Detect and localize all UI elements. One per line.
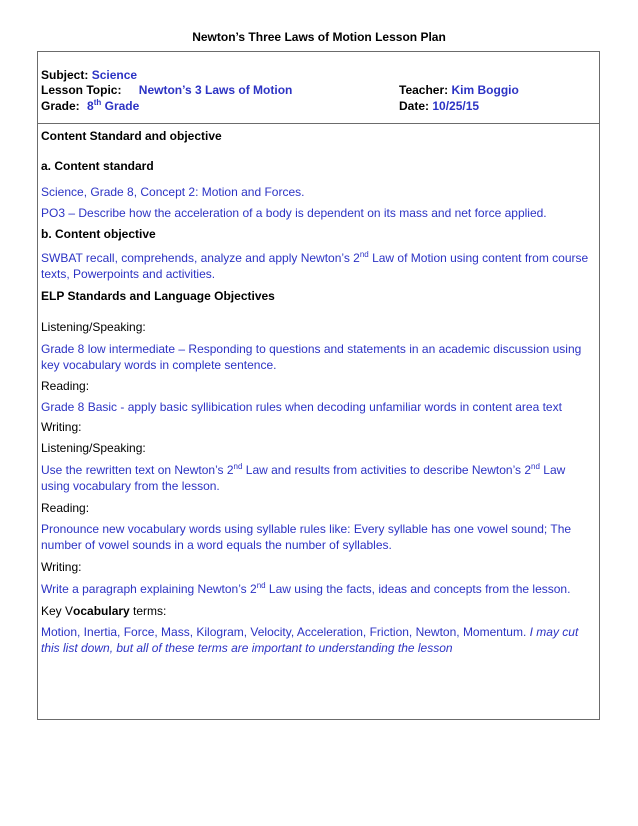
teacher-label: Teacher: bbox=[399, 83, 449, 97]
grade-row bbox=[41, 99, 139, 114]
section-title: Content Standard and objective bbox=[41, 129, 222, 143]
reading-text-2: Pronounce new vocabulary words using syllable rules like: Every syllable has one vowel sound; The number of vowel sounds in a word equals the number of syllables. bbox=[41, 522, 572, 552]
elp-heading: ELP Standards and Language Objectives bbox=[41, 289, 275, 303]
writing-label-1: Writing: bbox=[41, 420, 82, 434]
reading-text-1: Grade 8 Basic - apply basic syllibication rules when decoding unfamiliar words in content area text bbox=[41, 400, 562, 414]
date-row bbox=[399, 99, 479, 114]
vocabulary-terms: Motion, Inertia, Force, Mass, Kilogram, Velocity, Acceleration, Friction, Newton, Momentum. I may cut this list down, but all of these terms are important to understanding the lesson bbox=[41, 625, 579, 655]
content-box bbox=[37, 123, 600, 720]
subject-label: Subject: bbox=[41, 68, 89, 82]
vocabulary-label: Key Vocabulary terms: bbox=[41, 604, 167, 618]
teacher-row bbox=[399, 83, 519, 98]
teacher-value: Kim Boggio bbox=[451, 83, 519, 97]
date-label: Date: bbox=[399, 99, 430, 113]
content-standard-line-1: Science, Grade 8, Concept 2: Motion and Forces. bbox=[41, 185, 305, 199]
grade-value: 8th Grade bbox=[87, 98, 140, 113]
date-value: 10/25/15 bbox=[432, 99, 480, 113]
content-standard-heading: a. Content standard bbox=[41, 159, 154, 173]
content-objective-text: SWBAT recall, comprehends, analyze and apply Newton’s 2nd Law of Motion using content from course texts, Powerpoints and activities. bbox=[41, 250, 589, 281]
topic-row bbox=[41, 83, 292, 98]
writing-text-2: Write a paragraph explaining Newton’s 2nd Law using the facts, ideas and concepts from the lesson. bbox=[41, 581, 571, 596]
writing-label-2: Writing: bbox=[41, 560, 82, 574]
reading-label-1: Reading: bbox=[41, 379, 90, 393]
grade-label: Grade: bbox=[41, 99, 80, 113]
listening-speaking-text-1: Grade 8 low intermediate – Responding to questions and statements in an academic discussion using key vocabulary words in complete sentence. bbox=[41, 342, 582, 372]
vocabulary-note: I may cut this list down, but all of these terms are important to understanding the lesson bbox=[41, 625, 579, 655]
document-title: Newton’s Three Laws of Motion Lesson Plan bbox=[192, 30, 446, 44]
reading-label-2: Reading: bbox=[41, 501, 90, 515]
topic-value: Newton’s 3 Laws of Motion bbox=[138, 83, 293, 97]
topic-label: Lesson Topic: bbox=[41, 83, 122, 97]
content-objective-heading: b. Content objective bbox=[41, 227, 156, 241]
listening-speaking-text-2: Use the rewritten text on Newton’s 2nd Law and results from activities to describe Newton’s 2nd Law using vocabulary from the lesson. bbox=[41, 462, 566, 493]
subject-value: Science bbox=[91, 68, 138, 82]
listening-speaking-label-2: Listening/Speaking: bbox=[41, 441, 146, 455]
lesson-header-box bbox=[37, 51, 600, 124]
content-standard-line-2: PO3 – Describe how the acceleration of a body is dependent on its mass and net force applied. bbox=[41, 206, 547, 220]
listening-speaking-label-1: Listening/Speaking: bbox=[41, 320, 146, 334]
subject-row bbox=[41, 68, 137, 83]
